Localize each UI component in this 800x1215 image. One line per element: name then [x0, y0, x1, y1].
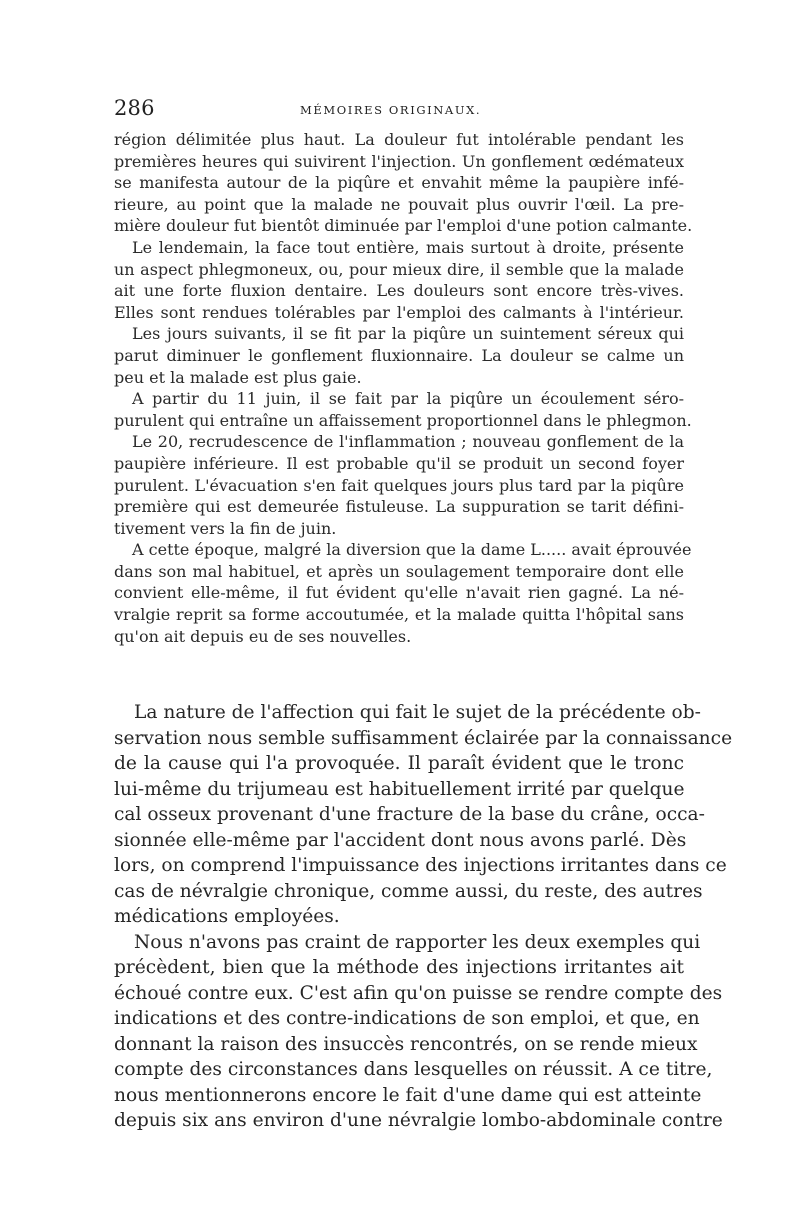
page-number: 286	[114, 96, 155, 120]
text-line: cas de névralgie chronique, comme aussi, du reste, des autres	[114, 880, 703, 902]
text-line: A cette époque, malgré la diversion que la dame L..... avait éprouvée	[132, 540, 692, 560]
text-line: servation nous semble suffisamment éclairée par la connaissance	[114, 727, 733, 749]
text-line: compte des circonstances dans lesquelles on réussit. A ce titre,	[114, 1059, 713, 1080]
text-line: donnant la raison des insuccès rencontrés, on se rende mieux	[114, 1033, 698, 1055]
text-line: qu'on ait depuis eu de ses nouvelles.	[114, 626, 412, 646]
text-line: nous mentionnerons encore le fait d'une dame qui est atteinte	[114, 1084, 702, 1106]
text-line: mière douleur fut bientôt diminuée par l'emploi d'une potion calmante.	[114, 216, 693, 236]
text-line: Nous n'avons pas craint de rapporter les deux exemples qui	[134, 931, 701, 953]
running-title: MÉMOIRES ORIGINAUX.	[300, 103, 482, 117]
text-line: premières heures qui suivirent l'injection. Un gonflement œdémateux	[114, 151, 684, 171]
text-line: ait une forte fluxion dentaire. Les douleurs sont encore très-vives.	[114, 281, 684, 301]
text-line: A partir du 11 juin, il se fait par la piqûre un écoulement séro-	[132, 389, 684, 409]
text-line: Le lendemain, la face tout entière, mais surtout à droite, présente	[132, 237, 684, 257]
page-header	[114, 96, 684, 126]
text-line: Elles sont rendues tolérables par l'emploi des calmants à l'intérieur.	[114, 302, 684, 322]
text-line: lui-même du trijumeau est habituellement irrité par quelque	[114, 778, 685, 800]
text-line: cal osseux provenant d'une fracture de la base du crâne, occa-	[114, 804, 705, 825]
text-line: précèdent, bien que la méthode des injections irritantes ait	[114, 957, 684, 978]
text-line: médications employées.	[114, 906, 340, 927]
text-line: rieure, au point que la malade ne pouvait plus ouvrir l'œil. La pre-	[114, 194, 684, 214]
text-line: parut diminuer le gonflement fluxionnaire. La douleur se calme un	[114, 345, 684, 365]
text-line: vralgie reprit sa forme accoutumée, et la malade quitta l'hôpital sans	[114, 605, 684, 625]
text-line: La nature de l'affection qui fait le sujet de la précédente ob-	[134, 702, 701, 723]
text-line: paupière inférieure. Il est probable qu'il se produit un second foyer	[114, 453, 684, 473]
text-line: lors, on comprend l'impuissance des injections irritantes dans ce	[114, 855, 727, 876]
text-line: depuis six ans environ d'une névralgie lombo-abdominale contre	[114, 1110, 723, 1131]
text-line: échoué contre eux. C'est afin qu'on puisse se rendre compte des	[114, 982, 723, 1004]
text-line: purulent qui entraîne un affaissement proportionnel dans le phlegmon.	[114, 410, 692, 430]
text-line: dans son mal habituel, et après un soulagement temporaire dont elle	[114, 561, 684, 581]
text-line: un aspect phlegmoneux, ou, pour mieux dire, il semble que la malade	[114, 259, 684, 279]
text-line: de la cause qui l'a provoquée. Il paraît évident que le tronc	[114, 753, 684, 774]
text-line: sionnée elle-même par l'accident dont nous avons parlé. Dès	[114, 829, 687, 851]
text-line: Les jours suivants, il se fit par la piqûre un suintement séreux qui	[132, 324, 684, 344]
text-line: indications et des contre-indications de son emploi, et que, en	[114, 1008, 700, 1029]
text-line: se manifesta autour de la piqûre et envahit même la paupière infé-	[114, 173, 684, 193]
text-line: convient elle-même, il fut évident qu'elle n'avait rien gagné. La né-	[114, 583, 684, 603]
text-line: tivement vers la fin de juin.	[114, 518, 337, 538]
case-report-text	[114, 129, 693, 647]
text-line: région délimitée plus haut. La douleur fut intolérable pendant les	[114, 130, 684, 149]
discussion-text	[114, 700, 733, 1134]
text-line: Le 20, recrudescence de l'inflammation ; nouveau gonflement de la	[132, 432, 684, 452]
text-line: première qui est demeurée fistuleuse. La suppuration se tarit défini-	[114, 497, 684, 517]
text-line: peu et la malade est plus gaie.	[114, 367, 362, 387]
text-line: purulent. L'évacuation s'en fait quelques jours plus tard par la piqûre	[114, 475, 684, 495]
